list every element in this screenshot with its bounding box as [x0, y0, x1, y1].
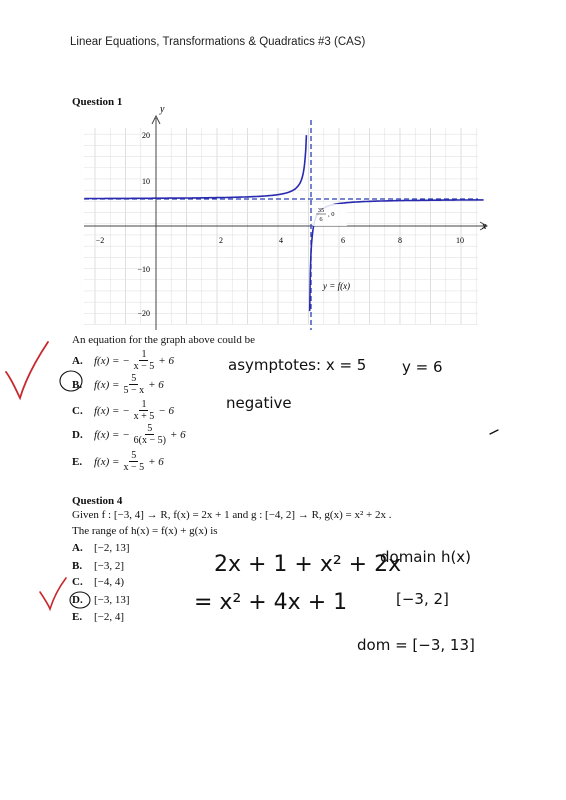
x-axis-label: x: [482, 221, 487, 232]
x-tick-label: 2: [219, 236, 223, 245]
handwriting-dom: dom = [−3, 13]: [357, 636, 475, 654]
y-tick-label: −20: [137, 309, 150, 318]
curve-label: y = f(x): [323, 281, 351, 291]
y-tick-label: 20: [142, 131, 150, 140]
q4-range-stem: The range of h(x) = f(x) + g(x) is: [72, 525, 218, 537]
x-tick-label: 8: [398, 236, 402, 245]
q1-option-a[interactable]: A. f(x) = − $\frac{1}{x - 5}$ + 6: [72, 349, 174, 372]
y-tick-label: −10: [137, 265, 150, 274]
y-tick-label: 10: [142, 177, 150, 186]
handwriting-asymptotes: asymptotes: x = 5: [228, 356, 367, 374]
x-tick-label: −2: [95, 236, 105, 245]
handwriting-y-asymptote: y = 6: [402, 358, 443, 376]
q4-option-a[interactable]: A. [−2, 13]: [72, 542, 130, 554]
q1-option-b[interactable]: B. f(x) = $\frac{5}{5 - x}$ + 6: [72, 373, 164, 396]
q4-option-e[interactable]: E. [−2, 4]: [72, 611, 125, 623]
q4-checkmark: [40, 578, 66, 609]
x-tick-label: 6: [341, 236, 345, 245]
intercept-num: 35: [317, 207, 325, 214]
q4-option-b[interactable]: B. [−3, 2]: [72, 560, 125, 572]
q1-checkmark: [6, 342, 48, 398]
q4-given: Given f : [−3, 4] → R, f(x) = 2x + 1 and g : [−4, 2] → R, g(x) = x² + 2x .: [72, 509, 392, 521]
q1-circle-b: [60, 371, 82, 391]
handwriting-interval: [−3, 2]: [396, 590, 449, 608]
handwriting-negative: negative: [226, 394, 292, 412]
handwriting-domain: domain h(x): [380, 548, 472, 566]
x-tick-label: 10: [456, 236, 464, 245]
q4-option-d[interactable]: D. [−3, 13]: [72, 594, 130, 606]
q4-option-c[interactable]: C. [−4, 4): [72, 576, 125, 588]
q1-stem: An equation for the graph above could be: [72, 334, 255, 346]
stray-mark: [490, 430, 498, 434]
question-4-title: Question 4: [72, 495, 123, 507]
y-axis-label: y: [160, 104, 165, 115]
question-1-title: Question 1: [72, 96, 123, 108]
q1-option-d[interactable]: D. f(x) = − $\frac{5}{6(x - 5)}$ + 6: [72, 423, 186, 446]
intercept-den: 6: [319, 216, 323, 223]
handwriting-q4-line2: = x² + 4x + 1: [194, 590, 348, 615]
x-tick-label: 4: [279, 236, 283, 245]
page-header: Linear Equations, Transformations & Quadratics #3 (CAS): [70, 36, 366, 48]
q1-option-e[interactable]: E. f(x) = $\frac{5}{x - 5}$ + 6: [72, 450, 164, 473]
handwriting-q4-line1: 2x + 1 + x² + 2x: [214, 552, 402, 577]
q1-option-c[interactable]: C. f(x) = − $\frac{1}{x + 5}$ − 6: [72, 399, 174, 422]
intercept-tail: , 0: [328, 211, 335, 218]
